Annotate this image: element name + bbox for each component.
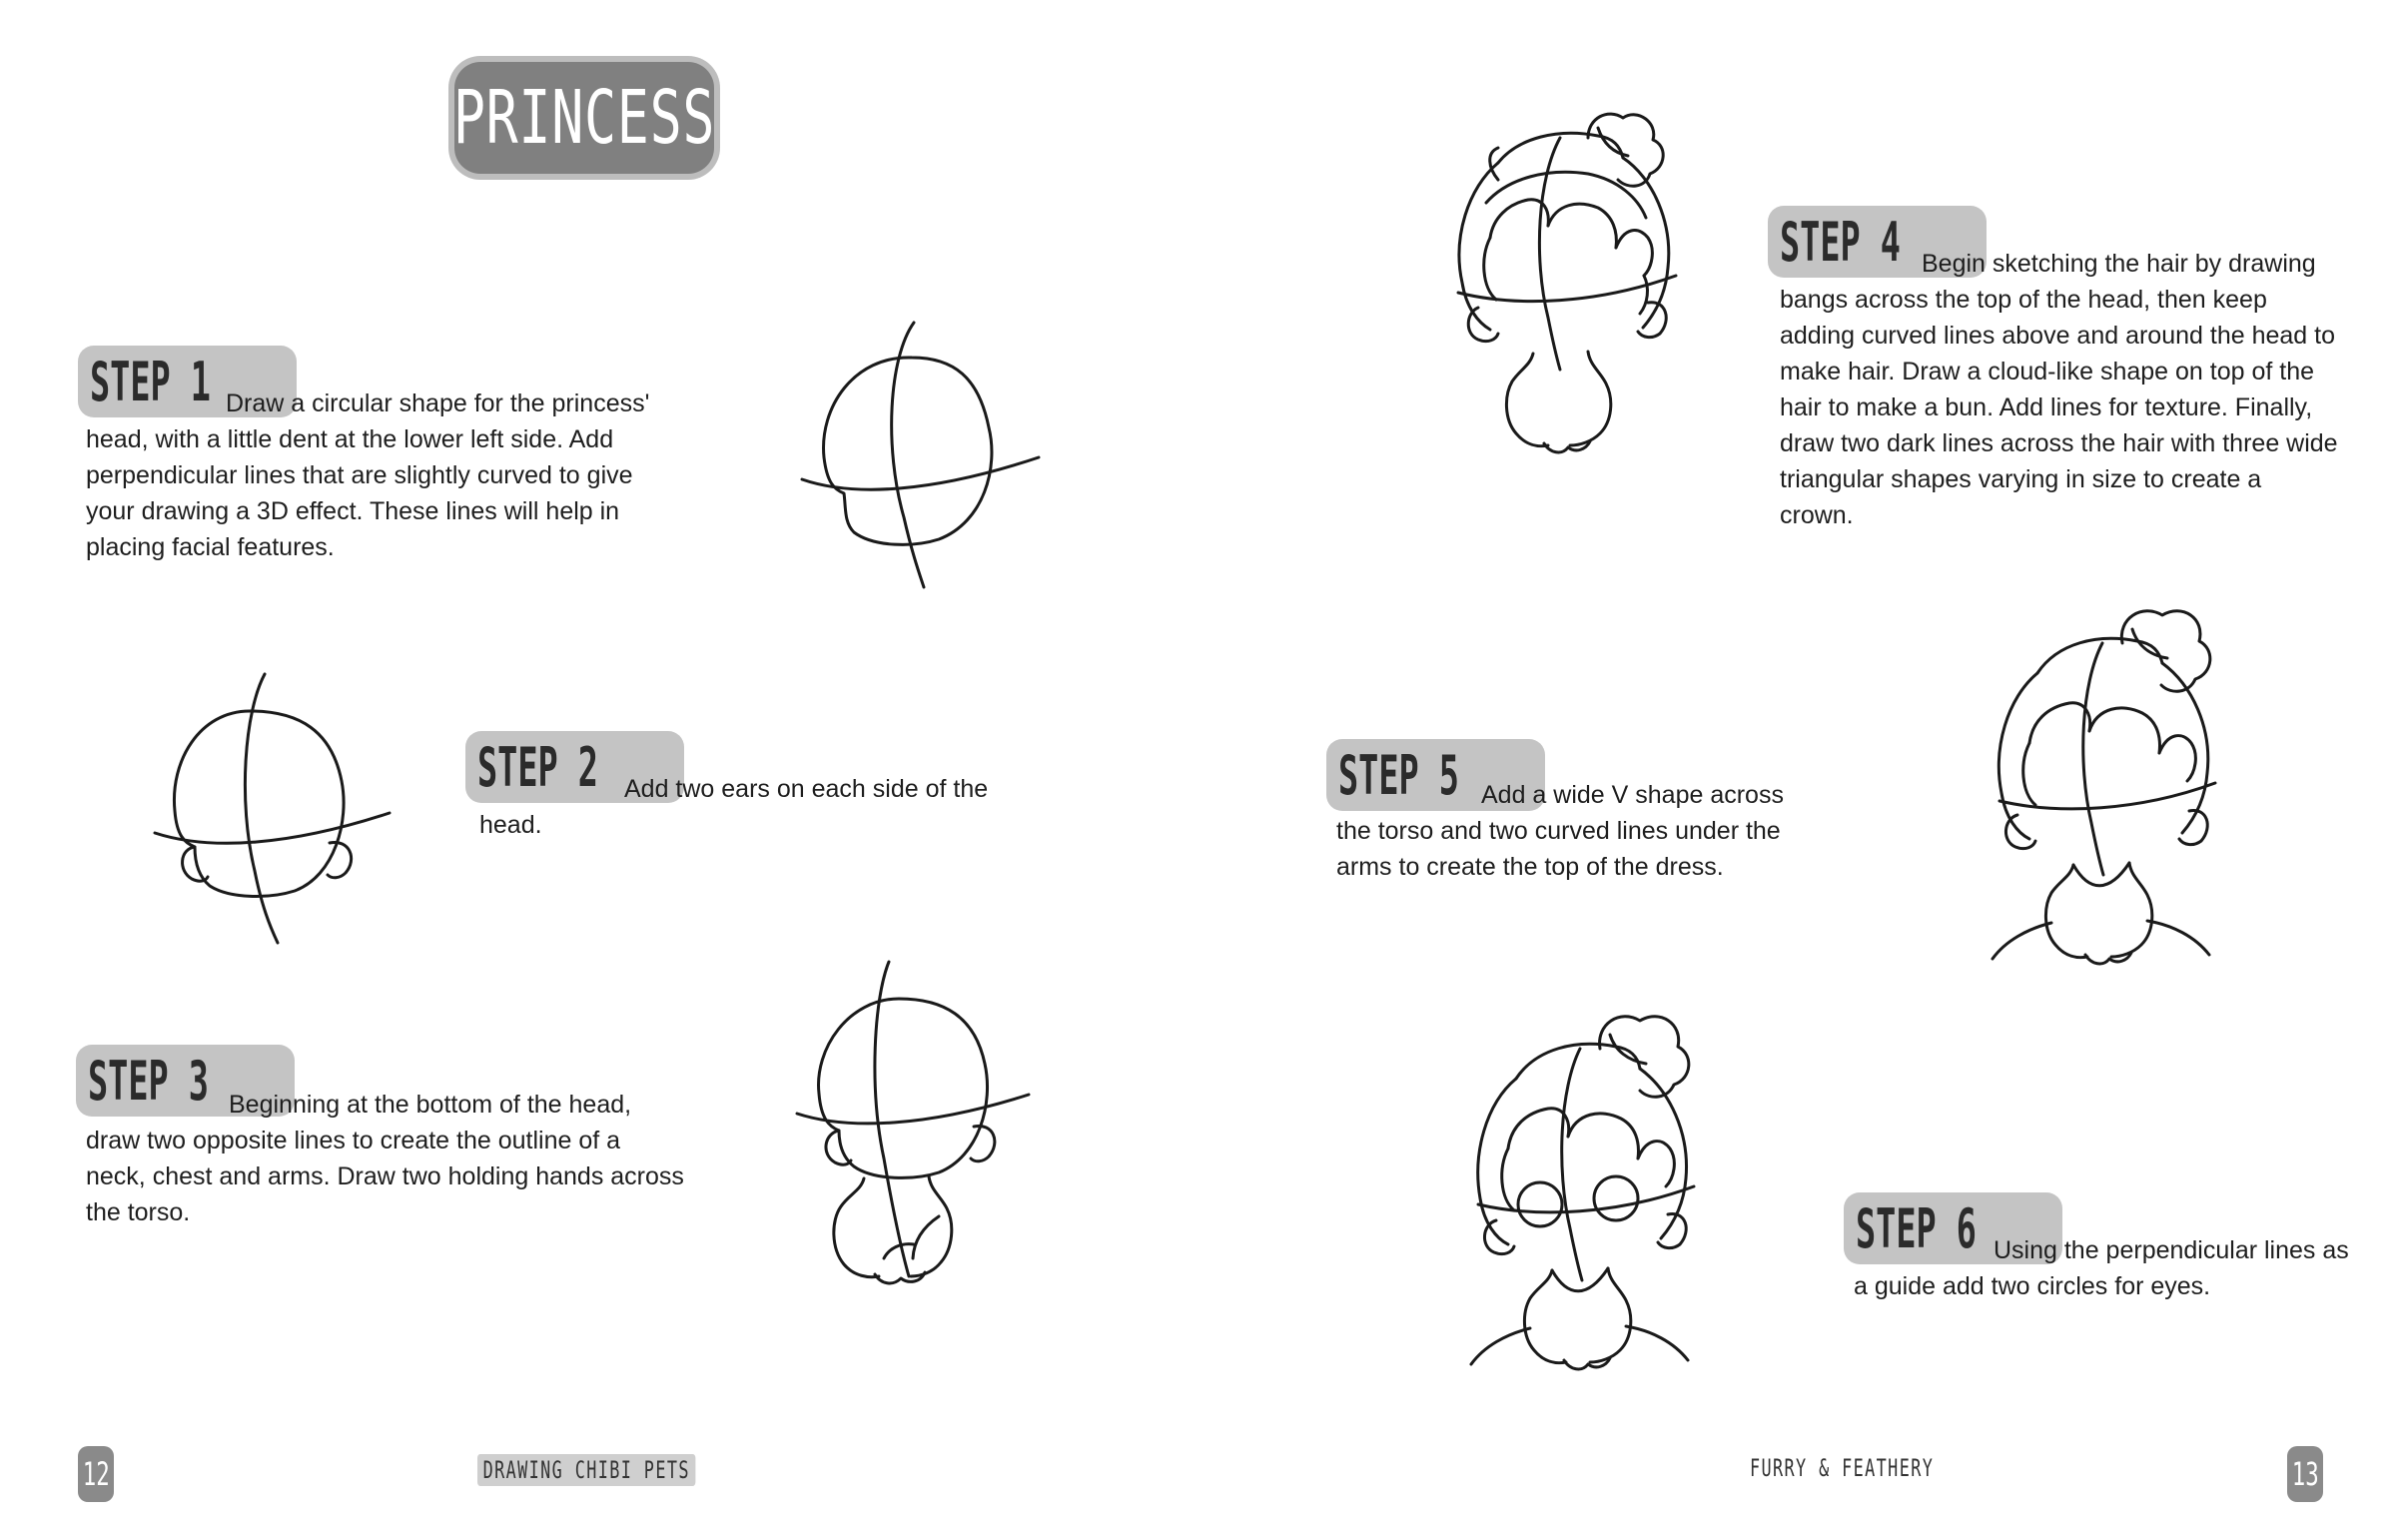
step-3-label: STEP 3	[88, 1049, 209, 1113]
step-6-text: Using the perpendicular lines as a guide add two circles for eyes.	[1854, 1236, 2349, 1300]
right-page-number: 13	[2287, 1446, 2323, 1502]
step-4-illustration	[1438, 108, 1698, 477]
step-5-illustration	[1978, 603, 2237, 1013]
right-running-footer: FURRY & FEATHERY	[1750, 1454, 1935, 1482]
step-1-text: Draw a circular shape for the princess' head, with a little dent at the lower left side. Add perpendicular lines that are slightly curved to give your drawing a 3D effect. These lines will help in placing facial features.	[86, 389, 650, 561]
step-1-label: STEP 1	[90, 350, 211, 413]
step-1-illustration	[794, 318, 1044, 597]
step-6-label: STEP 6	[1856, 1196, 1977, 1260]
left-running-footer: DRAWING CHIBI PETS	[477, 1454, 789, 1486]
step-4-text: Begin sketching the hair by drawing bangs across the top of the head, then keep adding curved lines above and around the head to make hair. Draw a cloud-like shape on top of the hair to make a bun. Add lines for texture. Finally, draw two dark lines across the hair with three wide triangular shapes varying in size to create a crown.	[1780, 250, 2338, 529]
step-3-illustration	[789, 959, 1039, 1318]
step-5-text: Add a wide V shape across the torso and two curved lines under the arms to create the top of the dress.	[1336, 781, 1784, 881]
step-4-label: STEP 4	[1780, 210, 1901, 274]
step-3-text: Beginning at the bottom of the head, draw two opposite lines to create the outline of a neck, chest and arms. Draw two holding hands across the torso.	[86, 1091, 684, 1226]
page-title: PRINCESS	[452, 75, 716, 161]
page-title-plate	[454, 62, 714, 174]
step-2-label: STEP 2	[477, 735, 598, 799]
left-page-number: 12	[78, 1446, 114, 1502]
step-6-illustration	[1458, 1009, 1718, 1388]
step-2-illustration	[150, 671, 399, 951]
step-2-text: Add two ears on each side of the head.	[479, 775, 989, 839]
step-5-label: STEP 5	[1338, 743, 1459, 807]
